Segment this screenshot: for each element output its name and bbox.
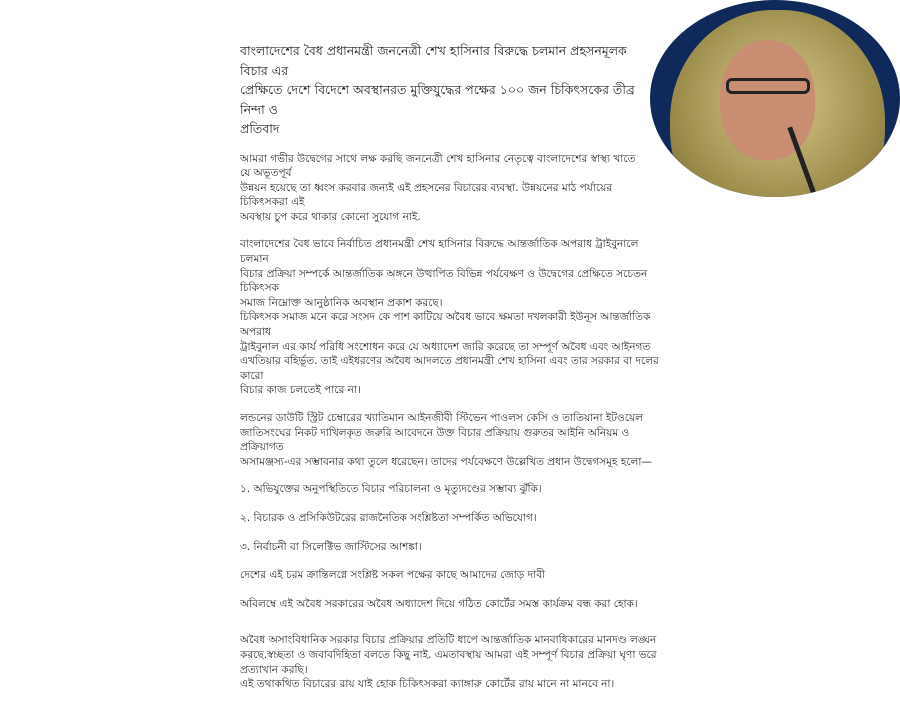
statement-document bbox=[240, 0, 670, 692]
paragraph-4 bbox=[240, 633, 670, 691]
text-line: বিচার প্রক্রিয়া সম্পর্কে আন্তর্জাতিক অঙ্গনে উত্থাপিত বিভিন্ন পর্যবেক্ষণ ও উদ্বেগের প্রেক্ষিতে সচেতন চিকিৎসক bbox=[240, 267, 648, 295]
text-line: বিচার কাজ চলতেই পারে না। bbox=[240, 384, 361, 397]
text-line: আমরা গভীর উদ্বেগের সাথে লক্ষ করছি জননেত্রী শেখ হাসিনার নেতৃত্বে বাংলাদেশের স্বাস্থ্য খাতে যে অভূতপূর্ব bbox=[240, 152, 636, 180]
text-line: অবস্থায় চুপ করে থাকার কোনো সুযোগ নাই. bbox=[240, 210, 421, 223]
title-line: প্রেক্ষিতে দেশে বিদেশে অবস্থানরত মুক্তিযুদ্ধের পক্ষের ১০০ জন চিকিৎসকের তীব্র নিন্দা ও bbox=[240, 82, 635, 117]
demand: অবিলম্বে এই অবৈধ সরকারের অবৈধ অধ্যাদেশ দিয়ে গঠিত কোর্টের সমস্ত কার্যক্রম বন্ধ করা হোক। bbox=[240, 597, 638, 610]
title-line: প্রতিবাদ bbox=[240, 121, 280, 136]
text-line: উন্নয়ন হয়েছে তা ধ্বংস করবার জন্যই এই প্রহসনের বিচারের ব্যবস্থা. উন্নয়নের মাঠ পর্যায়ের চিকিৎসকরা এই bbox=[240, 181, 613, 209]
text-line: অসামঞ্জস্য-এর সম্ভাবনার কথা তুলে ধরেছেন। তাদের পর্যবেক্ষণে উল্লেখিত প্রধান উদ্বেগসমূহ হলো— bbox=[240, 455, 652, 468]
paragraph-2 bbox=[240, 237, 670, 398]
text-line: করছে.স্বচ্ছতা ও জবাবদিহিতা বলতে কিছু নাই. এমতাবস্থায় আমরা এই সম্পূর্ণ বিচার প্রক্রিয়া ঘৃণা ভরে bbox=[240, 648, 657, 661]
text-line: অবৈধ অসাংবিধানিক সরকার বিচার প্রক্রিয়ার প্রতিটি ধাপে আন্তর্জাতিক মানবাধিকারের মানদণ্ড লঙ্ঘন bbox=[240, 634, 657, 647]
text-line: প্রত্যাখান করছি। bbox=[240, 663, 308, 676]
statement-title bbox=[240, 41, 640, 139]
text-line: ট্রাইবুনাল এর কার্য পরিধি সংশোধন করে যে অধ্যাদেশ জারি করেছে তা সম্পূর্ণ অবৈধ এবং আইনগত bbox=[240, 340, 651, 353]
list-item: ২. বিচারক ও প্রসিকিউটরের রাজনৈতিক সংশ্লিষ্টতা সম্পর্কিত অভিযোগ। bbox=[240, 511, 537, 524]
text-line: সমাজ নিম্নোক্ত আনুষ্ঠানিক অবস্থান প্রকাশ করছে। bbox=[240, 296, 443, 309]
title-line: বাংলাদেশের বৈধ প্রধানমন্ত্রী জননেত্রী শেখ হাসিনার বিরুদ্ধে চলমান প্রহসনমূলক বিচার এর bbox=[240, 43, 627, 78]
text-line: বাংলাদেশের বৈধ ভাবে নির্বাচিত প্রধানমন্ত্রী শেখ হাসিনার বিরুদ্ধে আন্তর্জাতিক অপরাধ ট্রাইবুনালে চলমান bbox=[240, 238, 639, 266]
demand-intro: দেশের এই চরম ক্রান্তিলগ্নে সংশ্লিষ্ট সকল পক্ষের কাছে আমাদের জোড় দাবী bbox=[240, 569, 546, 582]
text-line: এই তথাকথিত বিচারের রায় যাই হোক চিকিৎসকরা ক্যাঙ্গারু কোর্টের রায় মানে না মানবে না। bbox=[240, 678, 615, 691]
face bbox=[720, 40, 815, 160]
glasses bbox=[726, 78, 810, 94]
portrait-photo bbox=[650, 0, 900, 197]
text-line: এখতিয়ার বহির্ভূত. তাই এইধরণের অবৈধ আদলতে প্রধানমন্ত্রী শেখ হাসিনা এবং তার সরকার বা দলের কারো bbox=[240, 355, 659, 382]
text-line: জাতিসংঘের নিকট দাখিলকৃত জরুরি আবেদনে উক্ত বিচার প্রক্রিয়ায় গুরুতর আইনি অনিয়ম ও প্রক্রিয়াগত bbox=[240, 426, 630, 454]
paragraph-1 bbox=[240, 152, 640, 225]
concern-list bbox=[240, 482, 670, 611]
list-item: ৩. নির্বাচনী বা সিলেক্টিভ জাস্টিসের আশঙ্কা। bbox=[240, 540, 422, 553]
paragraph-3 bbox=[240, 411, 670, 469]
text-line: লন্ডনের ডাউটি স্ট্রিট চেম্বারের খ্যাতিমান আইনজীবী স্টিভেন পাওলস কেসি ও তাতিয়ানা ইটওয়েল bbox=[240, 412, 643, 424]
list-item: ১. অভিযুক্তের অনুপস্থিতিতে বিচার পরিচালনা ও মৃত্যুদণ্ডের সম্ভাব্য ঝুঁকি। bbox=[240, 483, 542, 496]
text-line: চিকিৎসক সমাজ মনে করে সংসদ কে পাশ কাটিয়ে অবৈধ ভাবে ক্ষমতা দখলকারী ইউনূস আন্তর্জাতিক অপরাধ bbox=[240, 311, 651, 339]
